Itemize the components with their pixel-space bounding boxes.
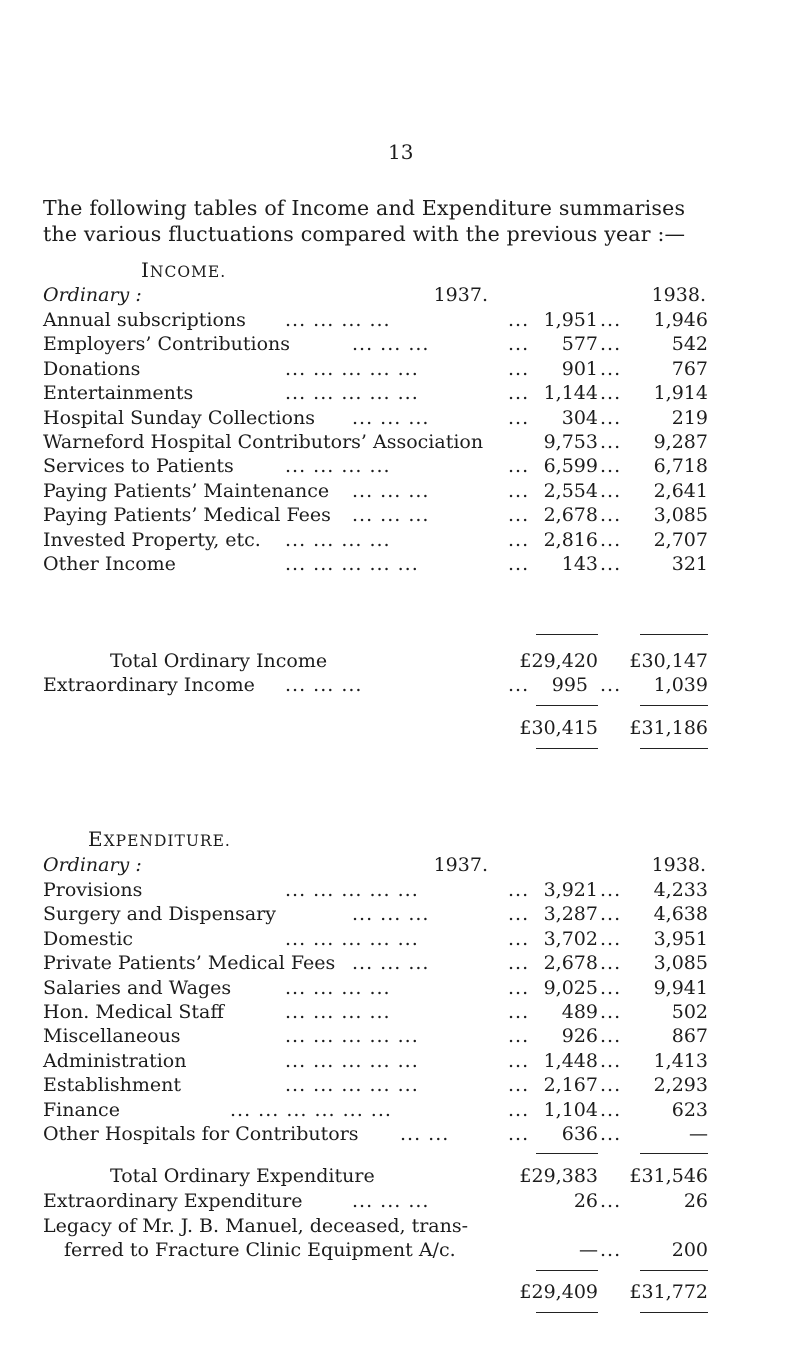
expenditure-row-dots-2: ... — [600, 879, 622, 901]
expenditure-row-1937: 1,104 — [543, 1098, 598, 1121]
legacy-1938: 200 — [671, 1239, 708, 1261]
expenditure-extra-1937: 26 — [573, 1190, 598, 1212]
income-row-leader: ... ... ... ... ... — [285, 553, 419, 575]
income-total-rule-1938 — [640, 705, 708, 706]
income-row-dots-2: ... — [600, 553, 622, 575]
income-row-dots-2: ... — [600, 455, 622, 478]
expenditure-row-dots-1: ... — [508, 1025, 530, 1048]
legacy-1937: — — [579, 1239, 598, 1261]
income-row-1937: 304 — [561, 406, 598, 429]
income-row-dots-2: ... — [600, 479, 622, 502]
expenditure-row-1938: 4,638 — [653, 903, 708, 926]
income-row-label: Donations — [43, 357, 141, 380]
expenditure-total-rule-1938 — [640, 1270, 708, 1271]
income-row-1937: 143 — [561, 553, 598, 575]
expenditure-row-label: Provisions — [43, 879, 143, 901]
expenditure-year-1938: 1938. — [651, 854, 706, 876]
expenditure-row-leader: ... ... ... ... ... — [285, 879, 419, 901]
income-total-label: Total Ordinary Income — [110, 650, 328, 672]
expenditure-row-1938: — — [689, 1123, 708, 1145]
expenditure-row-label: Domestic — [43, 927, 134, 950]
expenditure-total-1938: £31,546 — [629, 1165, 708, 1187]
expenditure-heading: EXPENDITURE. — [88, 827, 231, 851]
income-row-dots-1: ... — [508, 528, 530, 551]
expenditure-subtotal-rule-1937 — [536, 1153, 598, 1154]
expenditure-row-1938: 2,293 — [653, 1074, 708, 1097]
expenditure-row-dots-1: ... — [508, 1049, 530, 1072]
income-row-dots-2: ... — [600, 431, 622, 453]
expenditure-extra-label: Extraordinary Expenditure — [43, 1190, 303, 1212]
expenditure-row-1937: 489 — [561, 1001, 598, 1023]
income-extra-1937: 995 — [551, 674, 588, 696]
income-row-label: Invested Property, etc. — [43, 528, 261, 551]
income-year-1937: 1937. — [433, 284, 488, 306]
income-row-dots-1: ... — [508, 382, 530, 405]
expenditure-row-dots-1: ... — [508, 1074, 530, 1097]
income-row-1937: 901 — [561, 357, 598, 380]
expenditure-row-1937: 636 — [561, 1123, 598, 1145]
expenditure-row-label: Other Hospitals for Contributors — [43, 1123, 359, 1145]
income-row-label: Paying Patients’ Maintenance — [43, 479, 330, 502]
income-row-leader: ... ... ... ... ... — [285, 382, 419, 405]
income-row-leader: ... ... ... — [352, 504, 430, 527]
expenditure-row-1938: 3,951 — [653, 927, 708, 950]
expenditure-extra-1938: 26 — [683, 1190, 708, 1212]
expenditure-row-leader: ... ... ... ... ... — [285, 1025, 419, 1048]
income-total-1938: £30,147 — [629, 650, 708, 672]
expenditure-row-leader: ... ... — [400, 1123, 450, 1145]
income-row-dots-2: ... — [600, 357, 622, 380]
income-row-1938: 542 — [671, 333, 708, 356]
expenditure-row-dots-2: ... — [600, 952, 622, 975]
legacy-line-2: ferred to Fracture Clinic Equipment A/c. — [64, 1239, 456, 1261]
income-grand-1937: £30,415 — [519, 717, 598, 739]
intro-line-2: the various fluctuations compared with the previous year :— — [43, 222, 686, 246]
expenditure-row-dots-2: ... — [600, 903, 622, 926]
income-row-1937: 9,753 — [543, 431, 598, 453]
income-row-label: Services to Patients — [43, 455, 234, 478]
expenditure-row-dots-1: ... — [508, 1001, 530, 1023]
income-row-1937: 577 — [561, 333, 598, 356]
income-row-leader: ... ... ... — [352, 333, 430, 356]
income-heading: INCOME. — [141, 258, 227, 282]
income-row-dots-1: ... — [508, 357, 530, 380]
income-row-1938: 2,707 — [653, 528, 708, 551]
expenditure-row-1937: 1,448 — [543, 1049, 598, 1072]
expenditure-row-label: Surgery and Dispensary — [43, 903, 276, 926]
expenditure-row-dots-2: ... — [600, 1074, 622, 1097]
income-row-leader: ... ... ... — [352, 406, 430, 429]
expenditure-row-dots-1: ... — [508, 879, 530, 901]
income-row-1937: 2,816 — [543, 528, 598, 551]
expenditure-row-1938: 867 — [671, 1025, 708, 1048]
expenditure-row-dots-2: ... — [600, 976, 622, 999]
expenditure-row-1938: 1,413 — [653, 1049, 708, 1072]
expenditure-row-dots-2: ... — [600, 1098, 622, 1121]
income-row-dots-2: ... — [600, 309, 622, 331]
income-row-dots-1: ... — [508, 333, 530, 356]
expenditure-row-label: Hon. Medical Staff — [43, 1001, 224, 1023]
income-extra-dots-2: ... — [600, 674, 622, 696]
expenditure-row-label: Establishment — [43, 1074, 182, 1097]
income-extra-leader: ... ... ... — [285, 674, 363, 696]
income-row-dots-1: ... — [508, 553, 530, 575]
income-total-1937: £29,420 — [519, 650, 598, 672]
expenditure-row-1937: 2,678 — [543, 952, 598, 975]
expenditure-grand-1937: £29,409 — [519, 1281, 598, 1303]
page-number: 13 — [388, 140, 414, 164]
expenditure-row-1938: 623 — [671, 1098, 708, 1121]
income-grand-rule-1937 — [536, 748, 598, 749]
expenditure-row-leader: ... ... ... ... ... — [285, 927, 419, 950]
income-extra-label: Extraordinary Income — [43, 674, 255, 696]
income-row-label: Entertainments — [43, 382, 194, 405]
expenditure-row-1938: 502 — [671, 1001, 708, 1023]
income-extra-1938: 1,039 — [653, 674, 708, 696]
income-row-dots-2: ... — [600, 333, 622, 356]
income-row-label: Employers’ Contributions — [43, 333, 290, 356]
income-row-1938: 3,085 — [653, 504, 708, 527]
expenditure-row-dots-2: ... — [600, 1123, 622, 1145]
income-row-dots-2: ... — [600, 406, 622, 429]
expenditure-row-dots-1: ... — [508, 903, 530, 926]
expenditure-extra-leader: ... ... ... — [352, 1190, 430, 1212]
income-row-1938: 1,914 — [653, 382, 708, 405]
income-row-dots-2: ... — [600, 504, 622, 527]
expenditure-row-1937: 3,921 — [543, 879, 598, 901]
income-row-dots-1: ... — [508, 406, 530, 429]
income-row-1938: 321 — [671, 553, 708, 575]
expenditure-grand-1938: £31,772 — [629, 1281, 708, 1303]
expenditure-row-1937: 3,287 — [543, 903, 598, 926]
income-subtotal-rule-1937 — [536, 634, 598, 635]
income-row-1938: 6,718 — [653, 455, 708, 478]
expenditure-row-dots-1: ... — [508, 927, 530, 950]
income-row-dots-1: ... — [508, 309, 530, 331]
expenditure-row-label: Finance — [43, 1098, 120, 1121]
income-row-label: Warneford Hospital Contributors’ Association — [43, 431, 484, 453]
income-row-1937: 1,951 — [543, 309, 598, 331]
income-row-1938: 219 — [671, 406, 708, 429]
intro-line-1: The following tables of Income and Expenditure summarises — [43, 196, 686, 220]
income-row-dots-1: ... — [508, 479, 530, 502]
income-grand-rule-1938 — [640, 748, 708, 749]
income-row-1938: 9,287 — [653, 431, 708, 453]
expenditure-grand-rule-1938 — [640, 1312, 708, 1313]
expenditure-row-dots-1: ... — [508, 1123, 530, 1145]
income-row-1937: 1,144 — [543, 382, 598, 405]
income-row-dots-2: ... — [600, 528, 622, 551]
expenditure-row-1938: 9,941 — [653, 976, 708, 999]
expenditure-subtotal-rule-1938 — [640, 1153, 708, 1154]
income-row-label: Paying Patients’ Medical Fees — [43, 504, 331, 527]
expenditure-row-leader: ... ... ... ... — [285, 1001, 391, 1023]
income-row-1938: 2,641 — [653, 479, 708, 502]
expenditure-row-dots-2: ... — [600, 1001, 622, 1023]
income-year-1938: 1938. — [651, 284, 706, 306]
income-row-1937: 2,678 — [543, 504, 598, 527]
expenditure-row-1937: 926 — [561, 1025, 598, 1048]
expenditure-ordinary-label: Ordinary : — [43, 854, 142, 876]
income-row-leader: ... ... ... — [352, 479, 430, 502]
income-row-dots-1: ... — [508, 504, 530, 527]
income-row-dots-1: ... — [508, 455, 530, 478]
expenditure-grand-rule-1937 — [536, 1312, 598, 1313]
legacy-dots: ... — [600, 1239, 622, 1261]
income-row-label: Other Income — [43, 553, 176, 575]
expenditure-row-dots-2: ... — [600, 927, 622, 950]
income-subtotal-rule-1938 — [640, 634, 708, 635]
income-ordinary-label: Ordinary : — [43, 284, 142, 306]
expenditure-row-leader: ... ... ... — [352, 903, 430, 926]
expenditure-row-leader: ... ... ... ... ... — [285, 1049, 419, 1072]
expenditure-row-label: Private Patients’ Medical Fees — [43, 952, 336, 975]
expenditure-row-label: Miscellaneous — [43, 1025, 181, 1048]
expenditure-total-rule-1937 — [536, 1270, 598, 1271]
income-row-label: Hospital Sunday Collections — [43, 406, 315, 429]
expenditure-row-1937: 3,702 — [543, 927, 598, 950]
expenditure-total-label: Total Ordinary Expenditure — [110, 1165, 375, 1187]
income-row-1938: 767 — [671, 357, 708, 380]
income-row-1937: 6,599 — [543, 455, 598, 478]
expenditure-row-dots-1: ... — [508, 976, 530, 999]
income-row-leader: ... ... ... ... ... — [285, 357, 419, 380]
income-grand-1938: £31,186 — [629, 717, 708, 739]
expenditure-extra-dots: ... — [600, 1190, 622, 1212]
income-total-rule-1937 — [536, 705, 598, 706]
expenditure-row-leader: ... ... ... ... ... — [285, 1074, 419, 1097]
expenditure-row-dots-1: ... — [508, 952, 530, 975]
expenditure-row-1938: 4,233 — [653, 879, 708, 901]
expenditure-row-1937: 9,025 — [543, 976, 598, 999]
income-row-1938: 1,946 — [653, 309, 708, 331]
income-row-label: Annual subscriptions — [43, 309, 246, 331]
income-row-leader: ... ... ... ... — [285, 528, 391, 551]
expenditure-row-leader: ... ... ... ... ... ... — [230, 1098, 392, 1121]
expenditure-total-1937: £29,383 — [519, 1165, 598, 1187]
income-row-leader: ... ... ... ... — [285, 309, 391, 331]
legacy-line-1: Legacy of Mr. J. B. Manuel, deceased, trans- — [43, 1215, 469, 1237]
expenditure-year-1937: 1937. — [433, 854, 488, 876]
expenditure-row-dots-2: ... — [600, 1049, 622, 1072]
expenditure-row-label: Salaries and Wages — [43, 976, 232, 999]
income-row-dots-2: ... — [600, 382, 622, 405]
expenditure-row-1938: 3,085 — [653, 952, 708, 975]
expenditure-row-leader: ... ... ... ... — [285, 976, 391, 999]
expenditure-row-dots-2: ... — [600, 1025, 622, 1048]
income-extra-dots-1: ... — [508, 674, 530, 696]
expenditure-row-1937: 2,167 — [543, 1074, 598, 1097]
expenditure-row-dots-1: ... — [508, 1098, 530, 1121]
income-row-leader: ... ... ... ... — [285, 455, 391, 478]
expenditure-row-leader: ... ... ... — [352, 952, 430, 975]
income-row-1937: 2,554 — [543, 479, 598, 502]
expenditure-row-label: Administration — [43, 1049, 187, 1072]
